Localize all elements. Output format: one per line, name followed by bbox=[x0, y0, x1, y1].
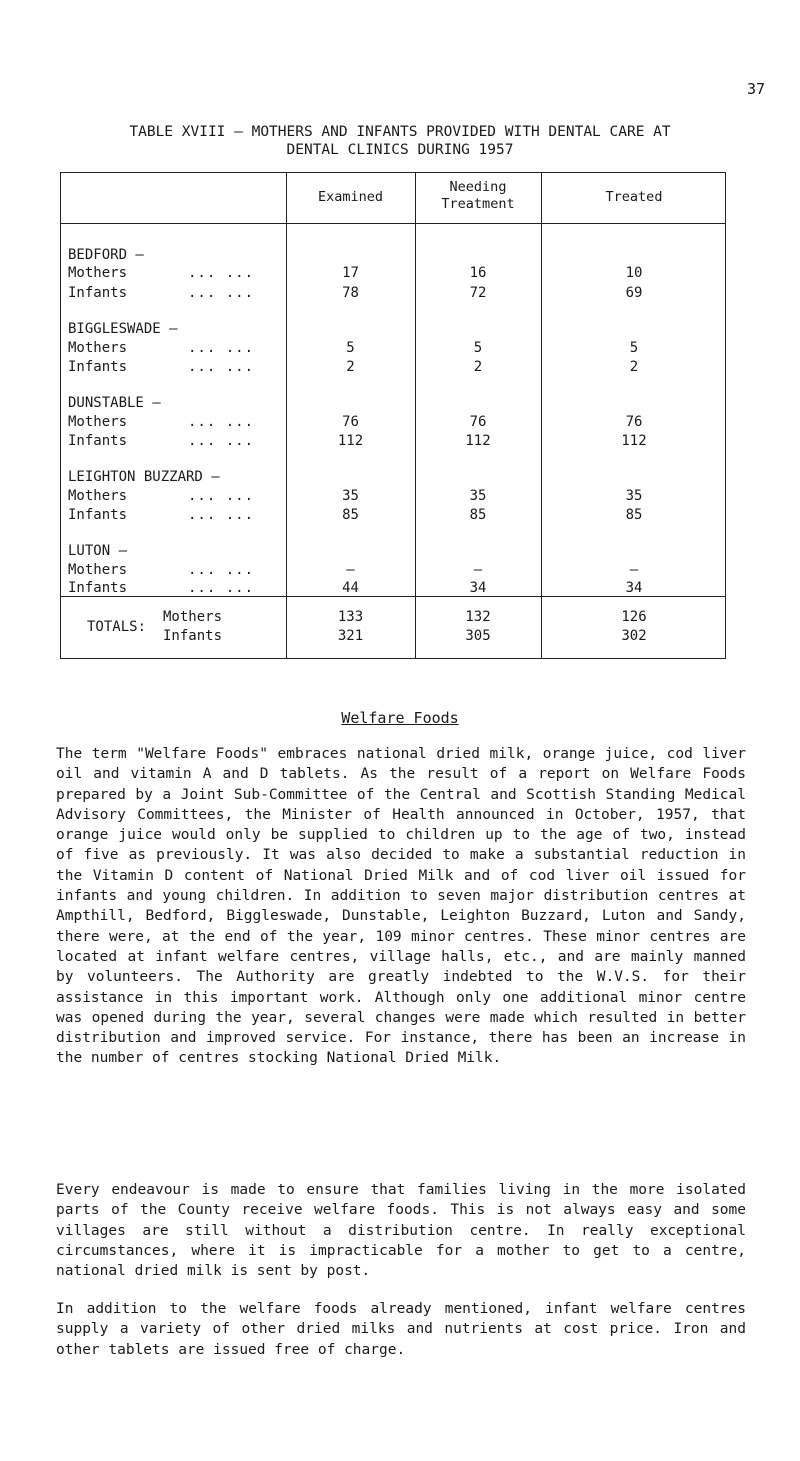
cell-needing: 34 bbox=[469, 580, 487, 596]
paragraph: Every endeavour is made to ensure that families living in the more isolated parts of the County receive welfare foods. This is not always easy and some villages are still without a distribution centre. In really exceptional circumstances, where it is impracticable for a mother to get to a centre, national dried milk is sent by post. bbox=[56, 1182, 746, 1280]
row-label: Infants bbox=[68, 507, 128, 523]
cell-treated: 76 bbox=[625, 414, 643, 430]
paragraph: The term "Welfare Foods" embraces national dried milk, orange juice, cod liver oil and vitamin A and D tablets. As the result of a report on Welfare Foods prepared by a Joint Sub-Committee of the Central and Scottish Standing Medical Advisory Committees, the Minister of Health announced in October, 1957, that orange juice would only be supplied to children up to the age of two, instead of five as previously. It was also decided to make a substantial reduction in the Vitamin D content of National Dried Milk and of cod liver oil issued for infants and young children. In addition to seven major distribution centres at Ampthill, Bedford, Biggleswade, Dunstable, Leighton Buzzard, Luton and Sandy, there were, at the end of the year, 109 minor centres. These minor centres are located at infant welfare centres, village halls, etc., and are mainly manned by volunteers. The Authority are greatly indebted to the W.V.S. for their assistance in this important work. Although only one additional minor centre was opened during the year, several changes were made which resulted in better distribution and improved service. For instance, there has been an increase in the number of centres stocking National Dried Milk. bbox=[56, 746, 746, 1067]
cell-examined: 85 bbox=[342, 507, 359, 523]
header-needing-treatment: Needing Treatment bbox=[441, 179, 515, 212]
leader-dots: ... ... bbox=[188, 359, 255, 375]
cell-treated: 69 bbox=[625, 285, 643, 301]
cell-needing: 2 bbox=[473, 359, 483, 375]
cell-examined: 78 bbox=[342, 285, 359, 301]
cell-treated: 112 bbox=[621, 433, 647, 449]
cell-needing: 16 bbox=[469, 265, 487, 281]
cell-needing: 5 bbox=[473, 340, 483, 356]
cell-treated: — bbox=[629, 562, 639, 578]
cell-treated: 34 bbox=[625, 580, 643, 596]
totals-row-label: Mothers bbox=[163, 609, 223, 625]
row-label: Infants bbox=[68, 580, 128, 596]
row-label: Infants bbox=[68, 359, 128, 375]
total-treated: 126 bbox=[621, 609, 647, 625]
row-label: Mothers bbox=[68, 340, 128, 356]
cell-examined: — bbox=[346, 562, 355, 578]
cell-needing: 76 bbox=[469, 414, 487, 430]
cell-examined: 35 bbox=[342, 488, 359, 504]
section-label: BIGGLESWADE — bbox=[68, 321, 178, 337]
cell-treated: 5 bbox=[629, 340, 639, 356]
header-rule bbox=[61, 223, 725, 224]
header-examined: Examined bbox=[317, 189, 384, 205]
table-title-line2: DENTAL CLINICS DURING 1957 bbox=[286, 142, 514, 158]
table-title bbox=[0, 123, 800, 159]
paragraph: In addition to the welfare foods already mentioned, infant welfare centres supply a variety of other dried milks and nutrients at cost price. Iron and other tablets are issued free of charge. bbox=[56, 1301, 746, 1358]
totals-row-label: Infants bbox=[163, 628, 223, 644]
section-label: DUNSTABLE — bbox=[68, 395, 161, 411]
row-label: Mothers bbox=[68, 562, 128, 578]
leader-dots: ... ... bbox=[188, 580, 255, 596]
section-label: BEDFORD — bbox=[68, 247, 144, 263]
total-examined: 133 bbox=[337, 609, 364, 625]
header-treated: Treated bbox=[605, 189, 663, 205]
cell-treated: 35 bbox=[625, 488, 643, 504]
cell-treated: 2 bbox=[629, 359, 639, 375]
leader-dots: ... ... bbox=[188, 340, 255, 356]
cell-examined: 112 bbox=[337, 433, 364, 449]
leader-dots: ... ... bbox=[188, 488, 255, 504]
cell-needing: 35 bbox=[469, 488, 487, 504]
cell-treated: 10 bbox=[625, 265, 643, 281]
page-number: 37 bbox=[747, 80, 766, 98]
row-label: Infants bbox=[68, 285, 128, 301]
cell-examined: 5 bbox=[346, 340, 355, 356]
row-label: Infants bbox=[68, 433, 128, 449]
row-label: Mothers bbox=[68, 265, 128, 281]
cell-treated: 85 bbox=[625, 507, 643, 523]
cell-examined: 17 bbox=[342, 265, 359, 281]
totals-label: TOTALS: bbox=[87, 619, 147, 635]
table-title-line1: TABLE XVIII — MOTHERS AND INFANTS PROVIDED WITH DENTAL CARE AT bbox=[129, 124, 671, 140]
cell-needing: — bbox=[473, 562, 483, 578]
leader-dots: ... ... bbox=[188, 433, 255, 449]
total-examined: 321 bbox=[337, 628, 364, 644]
leader-dots: ... ... bbox=[188, 507, 255, 523]
cell-needing: 112 bbox=[465, 433, 491, 449]
total-needing: 132 bbox=[465, 609, 491, 625]
leader-dots: ... ... bbox=[188, 265, 255, 281]
section-heading: Welfare Foods bbox=[341, 709, 459, 727]
row-label: Mothers bbox=[68, 488, 128, 504]
cell-needing: 72 bbox=[469, 285, 487, 301]
leader-dots: ... ... bbox=[188, 414, 255, 430]
section-label: LEIGHTON BUZZARD — bbox=[68, 469, 220, 485]
cell-examined: 44 bbox=[342, 580, 359, 596]
leader-dots: ... ... bbox=[188, 562, 255, 578]
row-label: Mothers bbox=[68, 414, 128, 430]
total-needing: 305 bbox=[465, 628, 491, 644]
dental-care-table bbox=[60, 172, 726, 659]
cell-examined: 2 bbox=[346, 359, 355, 375]
section-label: LUTON — bbox=[68, 543, 128, 559]
cell-examined: 76 bbox=[342, 414, 359, 430]
leader-dots: ... ... bbox=[188, 285, 255, 301]
total-treated: 302 bbox=[621, 628, 647, 644]
cell-needing: 85 bbox=[469, 507, 487, 523]
